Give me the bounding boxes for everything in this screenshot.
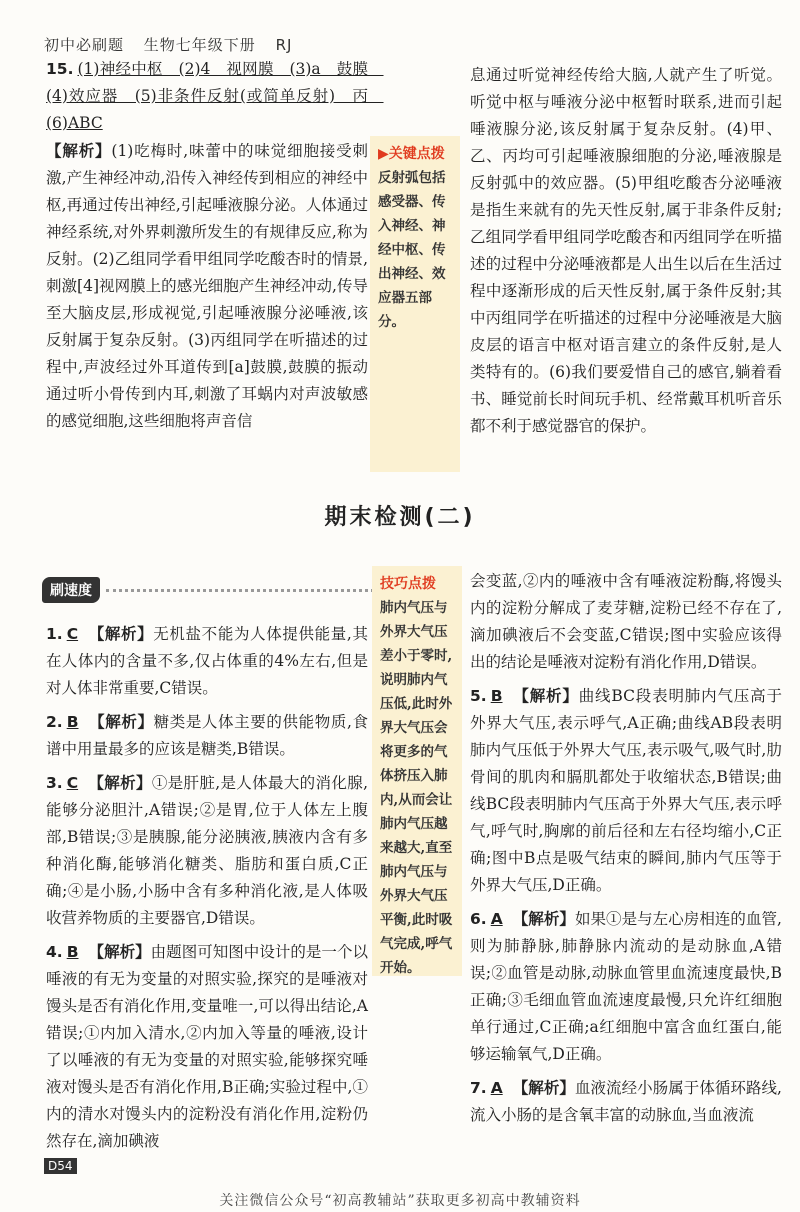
answer-item: 6. A 【解析】如果①是与左心房相连的血管,则为肺静脉,肺静脉内流动的是动脉血,A错误;②血管是动脉,动脉血管里血流速度最快,B正确;③毛细血管血流速度最慢,只允许红细胞单行通过,C正确;a红细胞中富含血红蛋白,能够运输氧气,D正确。	[470, 909, 782, 1063]
answer-letter: B	[66, 713, 79, 731]
section-title: 期末检测(二)	[324, 505, 476, 530]
answer-letter: A	[490, 910, 503, 928]
answer-item: 2. B 【解析】糖类是人体主要的供能物质,食谱中用量最多的应该是糖类,B错误。	[46, 712, 368, 758]
tip-text: 肺内气压与外界大气压差小于零时,说明肺内气压低,此时外界大气压会将更多的气体挤压入肺内,从而会让肺内气压越来越大,直至肺内气压与外界大气压平衡,此时吸气完成,呼气开始。	[380, 600, 453, 976]
q15-explanation-text: (1)吃梅时,味蕾中的味觉细胞接受刺激,产生神经冲动,沿传入神经传到相应的神经中枢,再通过传出神经,引起唾液腺分泌。人体通过神经系统,对外界刺激所发生的有规律反应,称为反射。(2)乙组同学看甲组同学吃酸杏时的情景,刺激[4]视网膜上的感光细胞产生神经冲动,传导至大脑皮层,形成视觉,引起唾液腺分泌唾液,该反射属于复杂反射。(3)丙组同学在听描述的过程中,声波经过外耳道传到[a]鼓膜,鼓膜的振动通过听小骨传到内耳,刺激了耳蜗内对声波敏感的感觉细胞,这些细胞将声音信	[46, 142, 368, 430]
tip-sidebar	[372, 566, 462, 976]
bottom-right-column	[470, 568, 782, 1129]
key-point-sidebar	[370, 136, 460, 472]
speed-badge	[42, 577, 416, 603]
question-number: 15.	[46, 60, 74, 78]
subject-name: 生物七年级下册	[143, 36, 256, 54]
key-point-text: 反射弧包括感受器、传入神经、神经中枢、传出神经、效应器五部分。	[378, 170, 446, 330]
q15-explanation-continued: 息通过听觉神经传给大脑,人就产生了听觉。听觉中枢与唾液分泌中枢暂时联系,进而引起唾液腺分泌,该反射属于复杂反射。(4)甲、乙、丙均可引起唾液腺细胞的分泌,唾液腺是反射弧中的效应器。(5)甲组吃酸杏分泌唾液是指生来就有的先天性反射,属于非条件反射;乙组同学看甲组同学吃酸杏和丙组同学在听描述的过程中分泌唾液都是人出生以后在生活过程中逐渐形成的后天性反射,属于条件反射;其中丙组同学在听描述的过程中分泌唾液是大脑皮层的语言中枢对语言建立的条件反射,是人类特有的。(6)我们要爱惜自己的感官,躺着看书、睡觉前长时间玩手机、经常戴耳机听音乐都不利于感觉器官的保护。	[470, 66, 782, 435]
answer-letter: B	[490, 687, 503, 705]
answer-item: 1. C 【解析】无机盐不能为人体提供能量,其在人体内的含量不多,仅占体重的4%左右,但是对人体非常重要,C错误。	[46, 624, 368, 697]
tip-title: 技巧点拨	[380, 576, 436, 592]
q15-answers: (1)神经中枢 (2)4 视网膜 (3)a 鼓膜 (4)效应器 (5)非条件反射(或简单反射) 丙 (6)ABC	[46, 60, 384, 132]
answer-item: 4. B 【解析】由题图可知图中设计的是一个以唾液的有无为变量的对照实验,探究的是唾液对馒头是否有消化作用,变量唯一,可以得出结论,A错误;①内加入清水,②内加入等量的唾液,设计了以唾液的有无为变量的对照实验,能够探究唾液对馒头是否有消化作用,B正确;实验过程中,①内的清水对馒头内的淀粉没有消化作用,淀粉仍然存在,滴加碘液	[46, 942, 368, 1150]
page-number: D54	[44, 1158, 77, 1174]
bottom-left-column	[46, 620, 368, 1155]
answer-item: 7. A 【解析】血液流经小肠属于体循环路线,流入小肠的是含氧丰富的动脉血,当血液流	[470, 1078, 782, 1124]
answer-letter: C	[66, 625, 79, 643]
dotted-divider	[106, 589, 416, 592]
badge-label: 刷速度	[42, 577, 100, 603]
page-header	[44, 34, 306, 55]
explanation-label: 【解析】	[46, 141, 112, 160]
top-right-column	[470, 62, 782, 440]
answer-item: 3. C 【解析】①是肝脏,是人体最大的消化腺,能够分泌胆汁,A错误;②是胃,位于人体左上腹部,B错误;③是胰腺,能分泌胰液,胰液内含有多种消化酶,能够消化糖类、脂肪和蛋白质,C正确;④是小肠,小肠中含有多种消化液,是人体吸收营养物质的主要器官,D错误。	[46, 773, 368, 927]
answer-letter: A	[490, 1079, 503, 1097]
q15-explanation	[46, 137, 368, 435]
answer-letter: B	[66, 943, 79, 961]
edition: RJ	[275, 36, 293, 54]
answer-letter: C	[66, 774, 79, 792]
top-left-column	[46, 56, 384, 435]
arrow-icon: ▶	[378, 146, 389, 162]
answer-item: 5. B 【解析】曲线BC段表明肺内气压高于外界大气压,表示呼气,A正确;曲线AB段表明肺内气压低于外界大气压,表示吸气,吸气时,肋骨间的肌肉和膈肌都处于收缩状态,B错误;曲线BC段表明肺内气压高于外界大气压,表示呼气,呼气时,胸廓的前后径和左右径均缩小,C正确;图中B点是吸气结束的瞬间,肺内气压等于外界大气压,D正确。	[470, 686, 782, 894]
q15-answer-line	[46, 56, 384, 137]
key-point-title: ▶关键点拨	[378, 146, 445, 162]
footer-note: 关注微信公众号“初高教辅站”获取更多初高中教辅资料	[219, 1193, 581, 1209]
q4-explanation-continued: 会变蓝,②内的唾液中含有唾液淀粉酶,将馒头内的淀粉分解成了麦芽糖,淀粉已经不存在了,滴加碘液后不会变蓝,C错误;图中实验应该得出的结论是唾液对淀粉有消化作用,D错误。	[470, 572, 782, 671]
book-name: 初中必刷题	[44, 36, 125, 54]
